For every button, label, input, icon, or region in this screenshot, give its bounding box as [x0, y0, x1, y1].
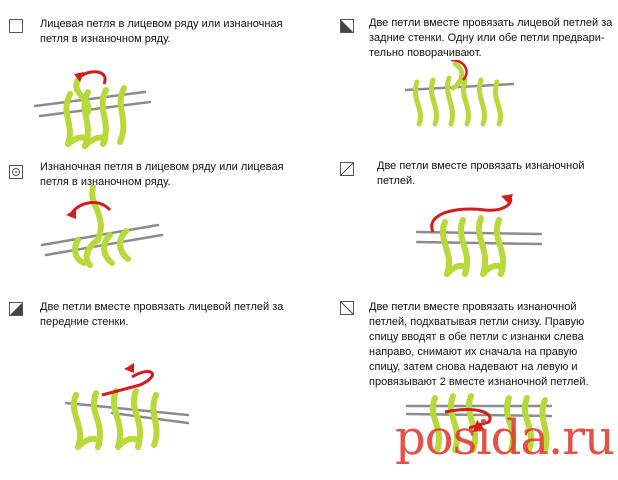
entry-p2tog-under-text: Две петли вместе провязать изнаночной петлей, подхватывая петли снизу. Правую спицу вводят в обе петли с изнанки слева направо, снимают их сначала на правую спицу, затем снова надевают на левую и провязывают 2 вместе изнаночной петлей. [369, 301, 589, 388]
purl-illustration [38, 185, 168, 270]
p2tog-illustration [415, 192, 545, 282]
watermark: posida.ru [395, 410, 615, 466]
entry-k2tog-front-text: Две петли вместе провязать лицевой петлей за передние стенки. [40, 301, 284, 328]
entry-k2tog-back-text: Две петли вместе провязать лицевой петлей за задние стенки. Одну или обе петли предвари- тельно поворачивают. [369, 17, 613, 59]
knit-front-illustration [30, 64, 160, 154]
diagonal-backslash-square-icon [340, 301, 354, 315]
circle-dot-square-icon [9, 165, 23, 179]
left-triangle-square-icon [9, 302, 23, 316]
k2tog-front-illustration [62, 355, 192, 455]
right-triangle-square-icon [340, 19, 354, 33]
k2tog-back-illustration [405, 60, 515, 132]
empty-square-icon [9, 19, 23, 33]
entry-p2tog-text: Две петли вместе провязать изнаночной петлей. [377, 160, 585, 187]
entry-knit-front-text: Лицевая петля в лицевом ряду или изнаночная петля в изнаночном ряду. [40, 18, 283, 45]
diagonal-slash-square-icon [340, 162, 354, 176]
entry-purl-text: Изнаночная петля в лицевом ряду или лицевая петля в изнаночном ряду. [40, 161, 284, 188]
